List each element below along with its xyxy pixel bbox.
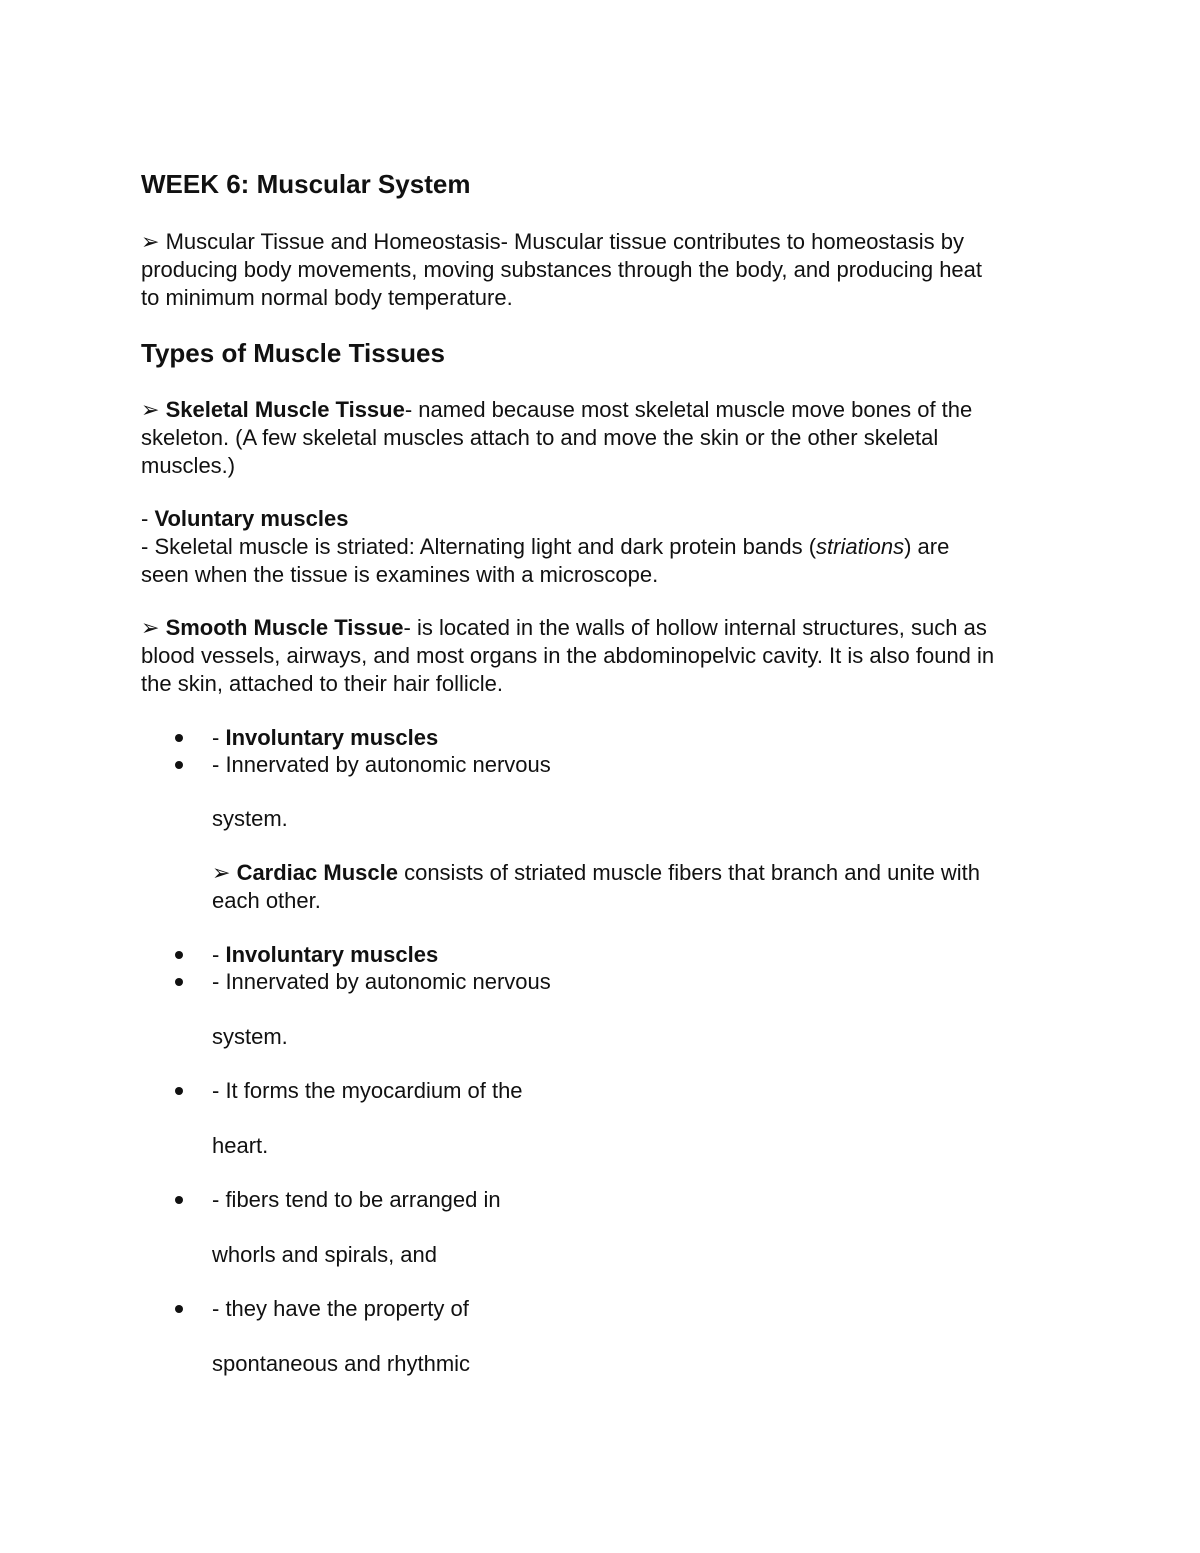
- skeletal-paragraph-line: skeleton. (A few skeletal muscles attach to and move the skin or the other skeletal: [141, 425, 939, 450]
- striations-term: striations: [816, 534, 905, 559]
- list-item: - fibers tend to be arranged in: [212, 1187, 501, 1212]
- striated-line: [141, 533, 949, 561]
- intro-paragraph-line: [141, 228, 964, 256]
- cardiac-paragraph-line: each other.: [212, 888, 321, 913]
- bullet-dot-icon: [175, 734, 183, 742]
- arrow-bullet-icon: ➢: [141, 229, 160, 254]
- list-item-continuation: spontaneous and rhythmic: [212, 1351, 471, 1376]
- involuntary-term: Involuntary muscles: [225, 942, 439, 967]
- bullet-dot-icon: [175, 1305, 183, 1313]
- intro-paragraph-line: to minimum normal body temperature.: [141, 285, 513, 310]
- dash: -: [212, 725, 226, 750]
- smooth-paragraph-line: the skin, attached to their hair follicle.: [141, 671, 503, 696]
- list-item: - Innervated by autonomic nervous: [212, 752, 551, 777]
- list-item-continuation: system.: [212, 1024, 288, 1049]
- intro-text: Muscular Tissue and Homeostasis- Muscular tissue contributes to homeostasis by: [165, 229, 965, 254]
- arrow-bullet-icon: ➢: [141, 615, 160, 640]
- skeletal-paragraph-line: muscles.): [141, 453, 236, 478]
- voluntary-term: Voluntary muscles: [154, 506, 349, 531]
- involuntary-term: Involuntary muscles: [225, 725, 439, 750]
- list-item: [212, 724, 438, 752]
- arrow-bullet-icon: ➢: [141, 397, 160, 422]
- list-item: - Innervated by autonomic nervous: [212, 969, 551, 994]
- skeletal-description: - named because most skeletal muscle move bones of the: [404, 397, 973, 422]
- striated-text: ) are: [904, 534, 950, 559]
- list-item-continuation: heart.: [212, 1133, 269, 1158]
- cardiac-term: Cardiac Muscle: [236, 860, 398, 885]
- striated-line: seen when the tissue is examines with a microscope.: [141, 562, 659, 587]
- cardiac-paragraph-line: [212, 859, 980, 887]
- dash: -: [141, 506, 155, 531]
- bullet-dot-icon: [175, 761, 183, 769]
- striated-text: - Skeletal muscle is striated: Alternating light and dark protein bands (: [141, 534, 817, 559]
- section-heading: Types of Muscle Tissues: [141, 338, 445, 368]
- smooth-term: Smooth Muscle Tissue: [165, 615, 404, 640]
- page-title: WEEK 6: Muscular System: [141, 169, 471, 199]
- list-item: - they have the property of: [212, 1296, 469, 1321]
- list-item: [212, 941, 438, 969]
- smooth-description: - is located in the walls of hollow internal structures, such as: [403, 615, 987, 640]
- bullet-dot-icon: [175, 951, 183, 959]
- intro-paragraph-line: producing body movements, moving substances through the body, and producing heat: [141, 257, 983, 282]
- smooth-paragraph-line: [141, 614, 987, 642]
- list-item-continuation: whorls and spirals, and: [212, 1242, 438, 1267]
- list-item: - It forms the myocardium of the: [212, 1078, 523, 1103]
- smooth-paragraph-line: blood vessels, airways, and most organs in the abdominopelvic cavity. It is also found in: [141, 643, 995, 668]
- bullet-dot-icon: [175, 1196, 183, 1204]
- list-item-continuation: system.: [212, 806, 288, 831]
- dash: -: [212, 942, 226, 967]
- bullet-dot-icon: [175, 1087, 183, 1095]
- arrow-bullet-icon: ➢: [212, 860, 231, 885]
- voluntary-line: [141, 505, 348, 533]
- skeletal-term: Skeletal Muscle Tissue: [165, 397, 405, 422]
- bullet-dot-icon: [175, 978, 183, 986]
- cardiac-description: consists of striated muscle fibers that branch and unite with: [397, 860, 981, 885]
- skeletal-paragraph-line: [141, 396, 972, 424]
